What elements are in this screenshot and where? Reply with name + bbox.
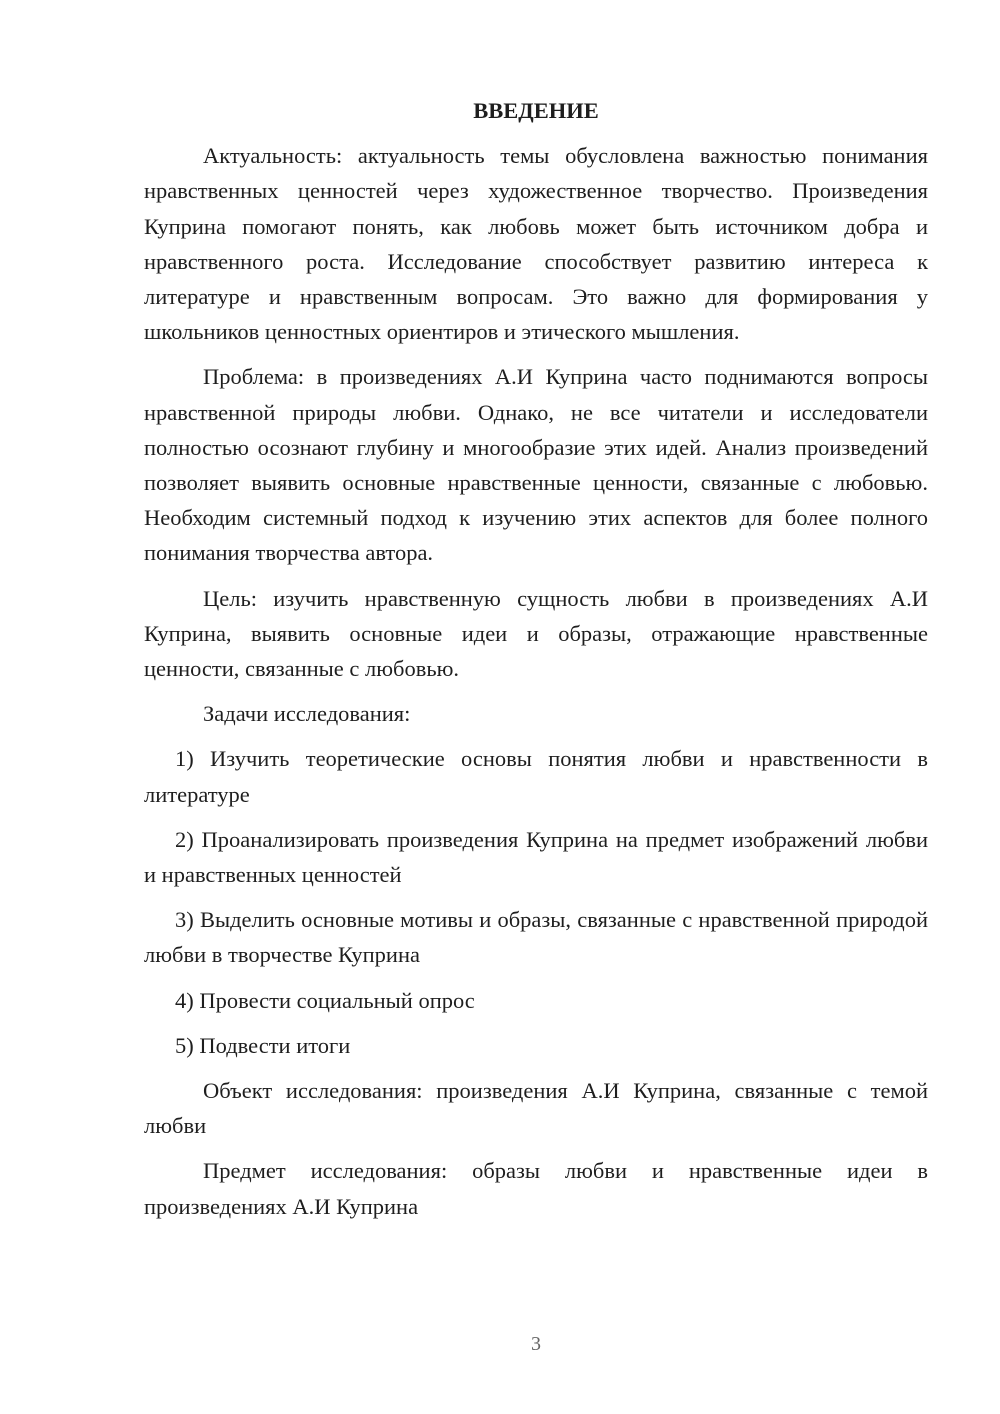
subject-paragraph: Предмет исследования: образы любви и нравственные идеи в произведениях А.И Куприна <box>144 1158 928 1219</box>
page-number: 3 <box>531 1333 541 1355</box>
problem-paragraph: Проблема: в произведениях А.И Куприна часто поднимаются вопросы нравственной природы любви. Однако, не все читатели и исследователи полностью осознают глубину и многообразие этих идей. Анализ произведений позволяет выявить основные нравственные ценности, связанные с любовью. Необходим системный подход к изучению этих аспектов для более полного понимания творчества автора. <box>144 364 928 566</box>
task-item: 3) Выделить основные мотивы и образы, связанные с нравственной природой любви в творчестве Куприна <box>144 907 928 968</box>
relevance-paragraph: Актуальность: актуальность темы обусловлена важностью понимания нравственных ценностей через художественное творчество. Произведения Куприна помогают понять, как любовь может быть источником добра и нравственного роста. Исследование способствует развитию интереса к литературе и нравственным вопросам. Это важно для формирования у школьников ценностных ориентиров и этического мышления. <box>144 143 928 345</box>
section-heading: ВВЕДЕНИЕ <box>473 98 599 123</box>
object-paragraph: Объект исследования: произведения А.И Куприна, связанные с темой любви <box>144 1078 928 1139</box>
task-item: 5) Подвести итоги <box>175 1032 351 1058</box>
page-content <box>144 93 928 1234</box>
task-item: 1) Изучить теоретические основы понятия любви и нравственности в литературе <box>144 746 928 807</box>
task-item: 2) Проанализировать произведения Куприна на предмет изображений любви и нравственных ценностей <box>144 826 928 888</box>
tasks-title: Задачи исследования: <box>203 701 411 727</box>
task-item: 4) Провести социальный опрос <box>175 987 475 1013</box>
goal-paragraph: Цель: изучить нравственную сущность любви в произведениях А.И Куприна, выявить основные идеи и образы, отражающие нравственные ценности, связанные с любовью. <box>144 585 928 682</box>
